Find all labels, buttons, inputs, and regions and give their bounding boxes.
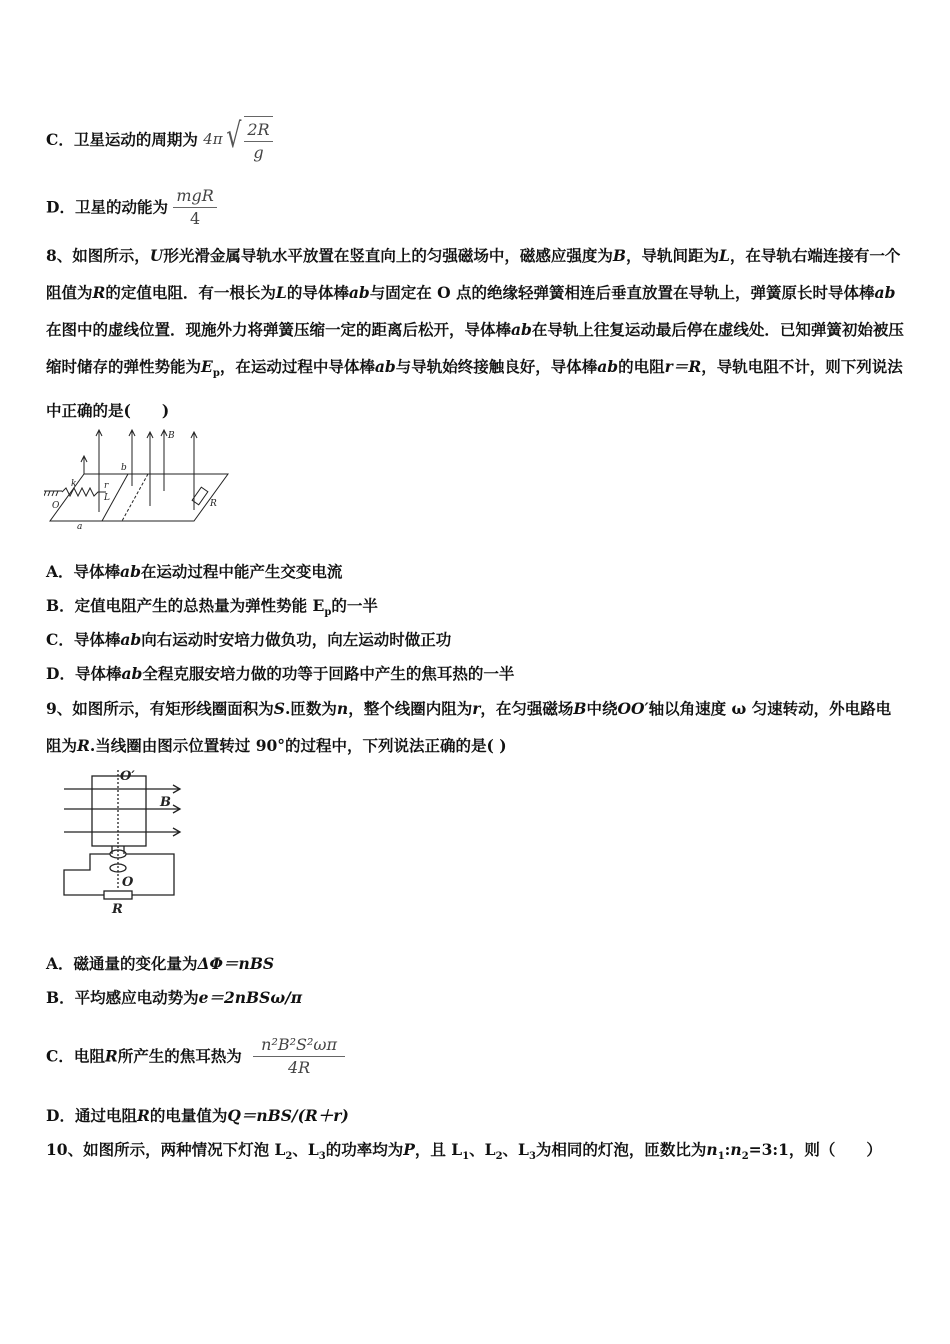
q8-stem: 8、如图所示，U形光滑金属导轨水平放置在竖直向上的匀强磁场中，磁感应强度为B，导轨间距为L，在导轨右端连接有一个阻值为R的定值电阻．有一根长为L的导体棒ab与固定在 O 点的绝缘轻弹簧相连后垂直放置在导轨上，弹簧原长时导体棒ab在图中的虚线位置．现施外力将弹簧压缩一定的距离后松开，导体棒ab在导轨上往复运动最后停在虚线处．已知弹簧初始被压缩时储存的弹性势能为$E_p$，在运动过程中导体棒ab与导轨始终接触良好，导体棒ab的电阻r＝R，导轨电阻不计，则下列说法中正确的是( )	[46, 246, 904, 421]
svg-text:L: L	[104, 493, 110, 503]
q7-kinetic-formula	[173, 185, 216, 230]
q8-option-a: A．导体棒ab在运动过程中能产生交变电流	[46, 562, 343, 581]
q7-period-den: g	[253, 143, 264, 162]
svg-text:r: r	[104, 481, 109, 491]
svg-text:O′: O′	[120, 769, 135, 784]
q9-option-d: D．通过电阻R的电量值为Q＝nBS/(R＋r)	[46, 1106, 349, 1125]
q9-option-c: C．电阻R所产生的焦耳热为 $\frac{\text{n²B²S²ωπ}}{4R}$	[46, 1034, 345, 1079]
q7-kinetic-den: 4	[190, 209, 201, 228]
q9-coil-diagram	[60, 768, 190, 916]
q8-option-b: B．定值电阻产生的总热量为弹性势能 $E_p$的一半	[46, 596, 378, 619]
q7-option-c-label: C．卫星运动的周期为	[46, 130, 198, 149]
q7-option-d	[46, 185, 217, 230]
q9-heat-den: 4R	[287, 1058, 311, 1077]
q7-kinetic-num: mgR	[173, 185, 216, 208]
svg-text:k: k	[71, 479, 77, 489]
q7-period-coef: 4π	[203, 130, 223, 148]
svg-text:O: O	[122, 875, 134, 890]
q9-heat-num: n²B²S²ωπ	[253, 1034, 345, 1057]
q8-option-d: D．导体棒ab全程克服安培力做的功等于回路中产生的焦耳热的一半	[46, 664, 515, 683]
svg-text:O: O	[52, 501, 60, 511]
q8-option-c: C．导体棒ab向右运动时安培力做负功，向左运动时做正功	[46, 630, 452, 649]
svg-text:a: a	[77, 522, 83, 532]
q9-option-a: A．磁通量的变化量为ΔΦ＝nBS	[46, 954, 275, 973]
svg-text:B: B	[160, 795, 171, 810]
q7-period-num: 2R	[244, 119, 272, 142]
q8-rail-diagram	[44, 426, 239, 532]
q9-heat-formula	[253, 1034, 345, 1079]
q9-option-b: B．平均感应电动势为e＝2nBSω/π	[46, 988, 303, 1007]
q7-option-d-label: D．卫星的动能为	[46, 197, 168, 217]
sqrt-sign: √ $\frac{2R}{g}$	[223, 116, 273, 164]
svg-text:b: b	[121, 463, 127, 473]
q7-period-formula	[203, 116, 272, 162]
q9-stem: 9、如图所示，有矩形线圈面积为S.匝数为n，整个线圈内阻为r，在匀强磁场B中绕OO′轴以角速度 ω 匀速转动，外电路电阻为R.当线圈由图示位置转过 90°的过程中，下列说法正确的是( )	[46, 699, 892, 755]
svg-text:B: B	[168, 431, 175, 441]
svg-text:R: R	[210, 499, 217, 509]
q7-option-c	[46, 116, 273, 164]
svg-text:R: R	[112, 902, 123, 916]
q10-stem: 10、如图所示，两种情况下灯泡 $L_2$、$L_3$的功率均为P，且 $L_1$、$L_2$、$L_3$为相同的灯泡，匝数比为$n_1:n_2=3:1$，则（ ）	[46, 1140, 882, 1163]
